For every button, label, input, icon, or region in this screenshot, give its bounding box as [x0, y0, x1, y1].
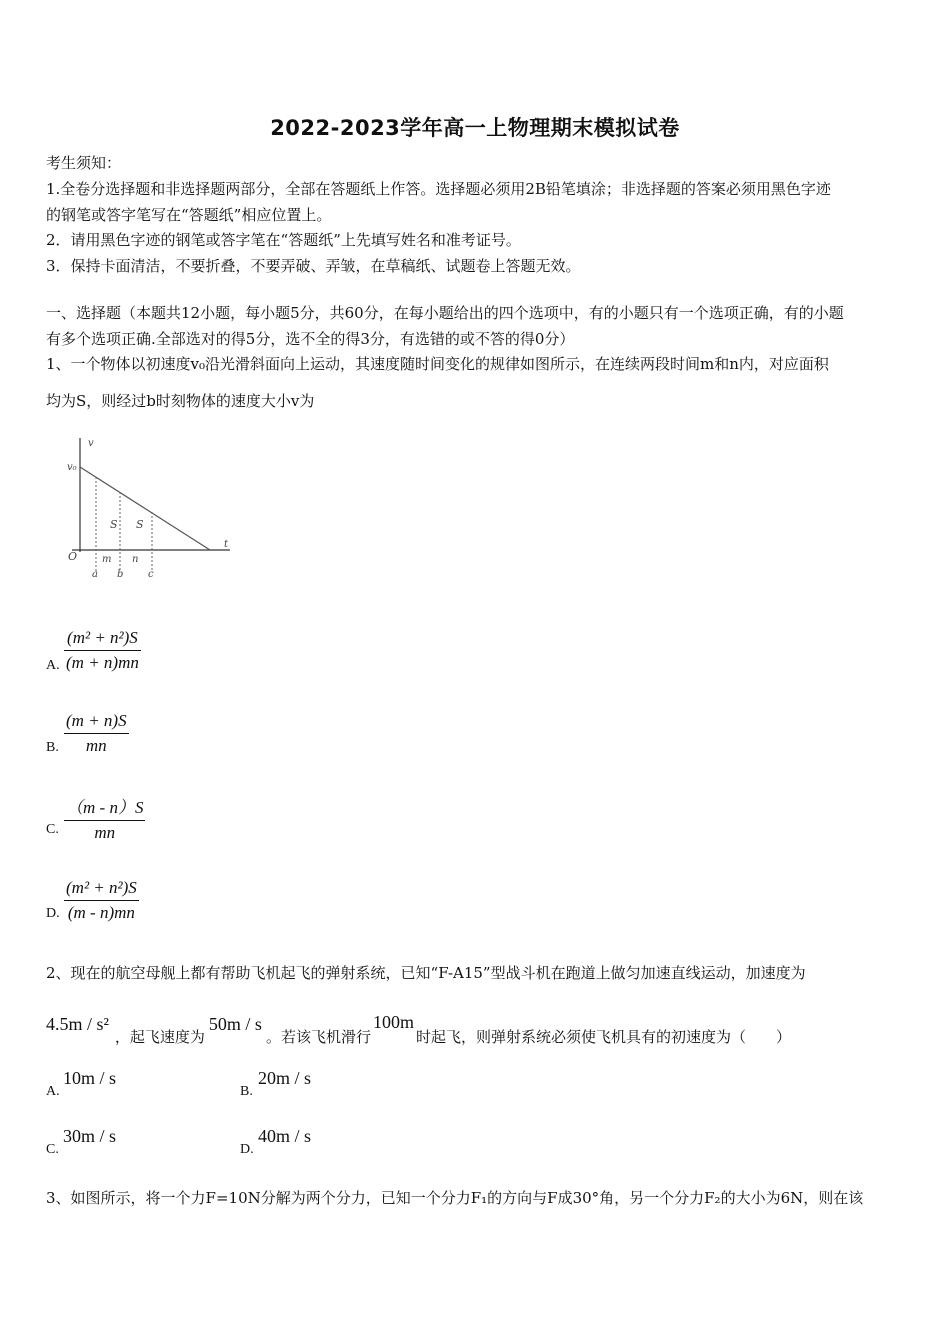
q2-acceleration: 4.5m / s² — [46, 1014, 109, 1034]
notice-line-1: 1.全卷分选择题和非选择题两部分，全部在答题纸上作答。选择题必须用2B铅笔填涂；非选择题的答案必须用黑色字迹 — [46, 180, 831, 198]
page-title: 2022-2023学年高一上物理期末模拟试卷 — [270, 116, 680, 140]
section-intro-line-1: 一、选择题（本题共12小题，每小题5分，共60分，在每小题给出的四个选项中，有的小题只有一个选项正确，有的小题 — [46, 304, 844, 322]
notice-line-4: 3．保持卡面清洁，不要折叠，不要弄破、弄皱，在草稿纸、试题卷上答题无效。 — [46, 257, 581, 275]
q1-option-c-numerator: （m - n）S — [66, 798, 144, 817]
a-label: a — [92, 569, 98, 580]
q1-option-c-denominator: mn — [64, 820, 145, 843]
q1-option-d[interactable] — [64, 878, 139, 923]
q1-option-b-denominator: mn — [64, 733, 129, 756]
q2-option-b-label: B. — [240, 1084, 253, 1099]
q2-takeoff-speed: 50m / s — [208, 1014, 262, 1034]
notice-line-2: 的钢笔或答字笔写在“答题纸”相应位置上。 — [46, 206, 332, 224]
q2-text-b: 。若该飞机滑行 — [265, 1028, 371, 1046]
q2-option-a[interactable]: 10m / s — [63, 1068, 117, 1088]
area-label-1: S — [110, 518, 118, 531]
velocity-line — [80, 467, 210, 550]
q2-stem-line-1: 2、现在的航空母舰上都有帮助飞机起飞的弹射系统，已知“F-A15”型战斗机在跑道上做匀加速直线运动，加速度为 — [46, 964, 806, 982]
notice-line-3: 2．请用黑色字迹的钢笔或答字笔在“答题纸”上先填写姓名和准考证号。 — [46, 231, 521, 249]
q1-option-d-numerator: (m² + n²)S — [66, 878, 137, 897]
q1-option-a-denominator: (m + n)mn — [64, 650, 141, 673]
q1-option-b[interactable] — [64, 711, 129, 756]
section-intro-line-2: 有多个选项正确.全部选对的得5分，选不全的得3分，有选错的或不答的得0分） — [46, 330, 575, 348]
q1-option-a[interactable] — [64, 628, 141, 673]
v-axis-label: v — [88, 438, 94, 449]
area-label-2: S — [136, 518, 144, 531]
q1-stem-line-2: 均为S，则经过b时刻物体的速度大小v为 — [46, 392, 315, 410]
b-label: b — [117, 569, 124, 580]
q1-option-d-label: D. — [46, 906, 60, 921]
q1-option-a-label: A. — [46, 658, 60, 673]
q3-stem-line-1: 3、如图所示，将一个力F=10N分解为两个分力，已知一个分力F₁的方向与F成30°角，另一个分力F₂的大小为6N，则在该 — [46, 1189, 864, 1207]
origin-label: O — [68, 550, 78, 563]
q1-option-b-label: B. — [46, 740, 59, 755]
q2-text-a: ，起飞速度为 — [114, 1028, 205, 1046]
q2-distance: 100m — [372, 1012, 414, 1032]
t-axis-label: t — [224, 539, 229, 550]
n-label: n — [132, 554, 139, 565]
v0-label: v₀ — [67, 462, 77, 473]
q1-option-d-denominator: (m - n)mn — [64, 900, 139, 923]
q1-option-a-numerator: (m² + n²)S — [67, 628, 138, 647]
q2-option-c[interactable]: 30m / s — [63, 1126, 117, 1146]
notice-heading: 考生须知： — [46, 154, 122, 172]
q2-option-a-label: A. — [46, 1084, 60, 1099]
q2-option-d[interactable]: 40m / s — [258, 1126, 312, 1146]
q1-option-c[interactable] — [64, 793, 145, 843]
c-label: c — [148, 569, 154, 580]
q1-option-b-numerator: (m + n)S — [66, 711, 127, 730]
q2-option-d-label: D. — [240, 1142, 254, 1157]
q2-text-c: 时起飞，则弹射系统必须使飞机具有的初速度为（ ） — [415, 1028, 791, 1046]
m-label: m — [102, 554, 112, 565]
q2-stem-line-2 — [46, 1012, 791, 1047]
q1-option-c-label: C. — [46, 822, 59, 837]
q2-option-b[interactable]: 20m / s — [258, 1068, 312, 1088]
q2-option-c-label: C. — [46, 1142, 59, 1157]
velocity-time-graph — [62, 432, 242, 582]
q1-stem-line-1: 1、一个物体以初速度v₀沿光滑斜面向上运动，其速度随时间变化的规律如图所示，在连续两段时间m和n内，对应面积 — [46, 355, 829, 373]
